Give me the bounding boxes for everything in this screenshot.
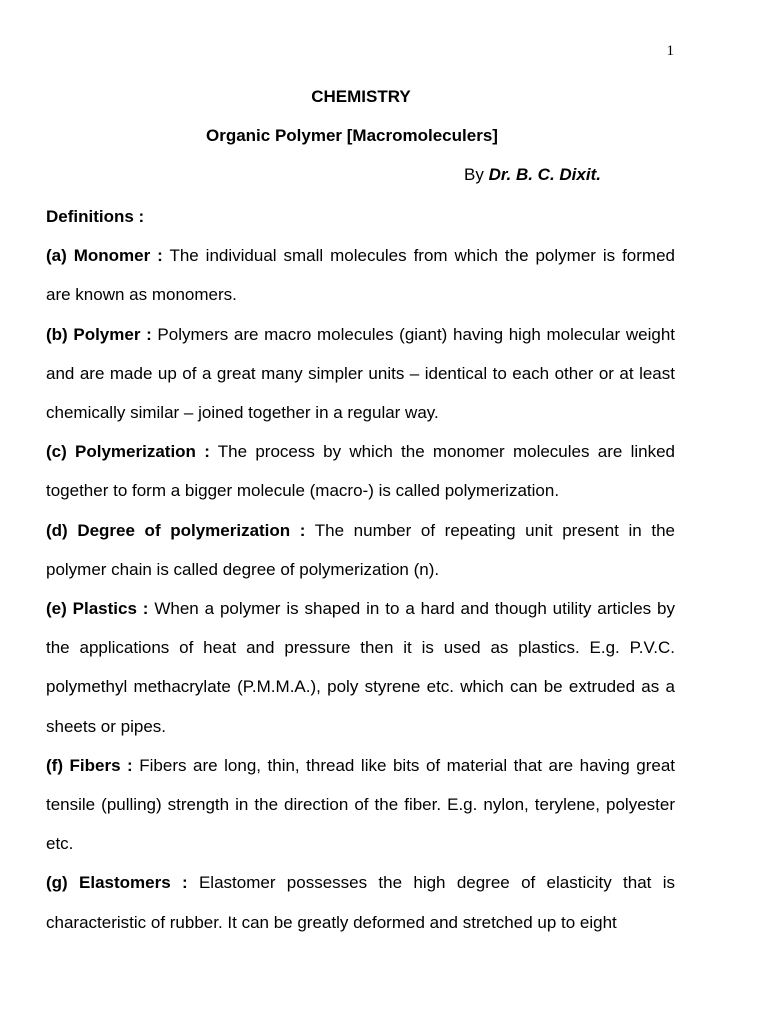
definition-text: The process by which the monomer molecules are linked together to form a bigger molecule (macro-) is called polymerization. [46, 442, 675, 501]
definition-text: Polymers are macro molecules (giant) having high molecular weight and are made up of a great many simpler units – identical to each other or at least chemically similar – joined together in a regular way. [46, 324, 675, 423]
subject-heading: CHEMISTRY [311, 87, 411, 106]
definition-term: (g) Elastomers : [46, 873, 188, 893]
definition-text: The individual small molecules from which the polymer is formed are known as monomers. [46, 246, 675, 305]
byline [464, 165, 601, 185]
definition-term: (d) Degree of polymerization : [46, 520, 306, 540]
author-name: Dr. B. C. Dixit. [488, 165, 601, 184]
definition-term: (b) Polymer : [46, 324, 152, 344]
definition-fibers [46, 746, 675, 864]
document-title: Organic Polymer [Macromoleculers] [206, 126, 498, 145]
definition-text: The number of repeating unit present in the polymer chain is called degree of polymerization (n). [46, 520, 675, 579]
page-number: 1 [666, 43, 674, 59]
definition-plastics [46, 589, 675, 746]
definition-monomer [46, 236, 675, 314]
definition-polymer [46, 315, 675, 433]
definition-term: (a) Monomer : [46, 246, 163, 266]
definition-degree-of-polymerization [46, 511, 675, 589]
definition-term: (f) Fibers : [46, 755, 133, 775]
definition-text: When a polymer is shaped in to a hard and though utility articles by the applications of heat and pressure then it is used as plastics. E.g. P.V.C. polymethyl methacrylate (P.M.M.A.), poly styrene etc. which can be extruded as a sheets or pipes. [46, 599, 675, 736]
byline-prefix: By [464, 165, 489, 184]
section-heading: Definitions : [46, 207, 145, 226]
definition-text: Fibers are long, thin, thread like bits of material that are having great tensile (pulling) strength in the direction of the fiber. E.g. nylon, terylene, polyester etc. [46, 755, 676, 854]
definition-term: (e) Plastics : [46, 599, 149, 619]
document-body [46, 197, 675, 942]
definition-text: Elastomer possesses the high degree of elasticity that is characteristic of rubber. It can be greatly deformed and stretched up to eight [46, 873, 675, 932]
definition-elastomers [46, 863, 675, 941]
definition-term: (c) Polymerization : [46, 442, 210, 462]
definition-polymerization [46, 432, 675, 510]
